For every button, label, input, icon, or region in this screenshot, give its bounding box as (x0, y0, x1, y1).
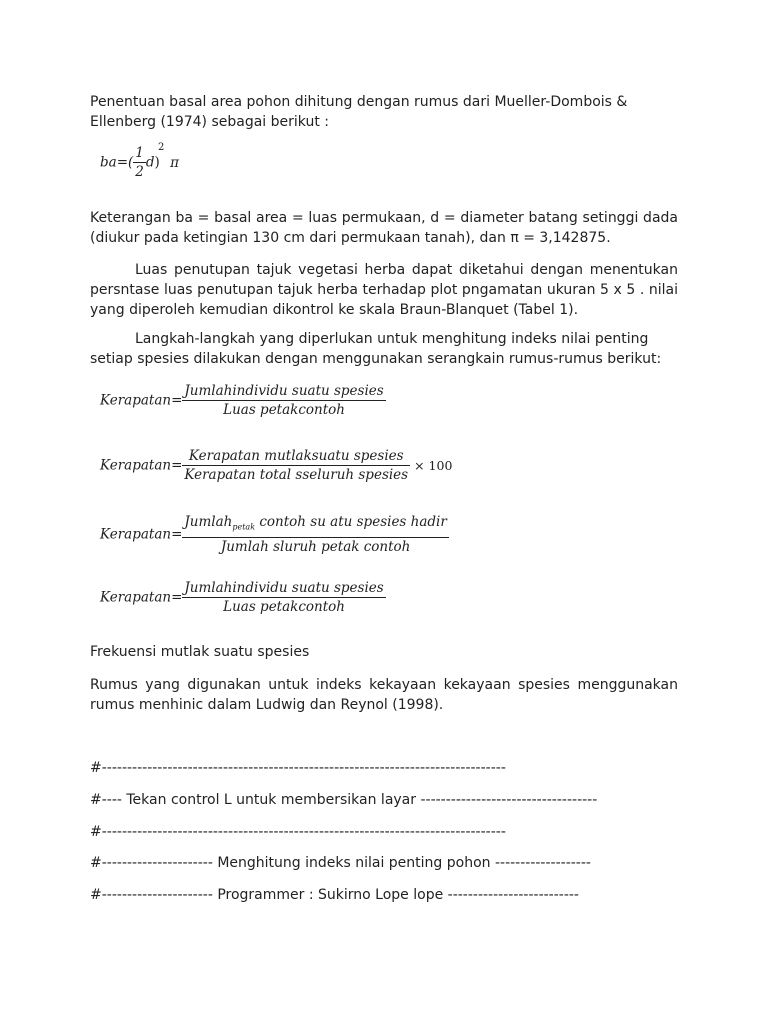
formula-3-denominator: Jumlah sluruh petak contoh (220, 538, 411, 555)
formula-3-numerator (182, 514, 448, 538)
formula-1-numerator: Jumlahindividu suatu spesies (184, 383, 384, 399)
luas-paragraph: Luas penutupan tajuk vegetasi herba dapat diketahui dengan menentukan persntase luas penutupan tajuk herba terhadap plot pngamatan ukuran 5 x 5 . nilai yang diperoleh kemudian dikontrol ke skala Braun-Blanquet (Tabel 1). (90, 262, 678, 318)
formula-2-numerator: Kerapatan mutlaksuatu spesies (182, 448, 410, 466)
formula-1-lhs: Kerapatan= (100, 392, 183, 409)
formula-3-num-pre: Jumlah (184, 514, 233, 530)
formula-basal-area (100, 142, 179, 180)
formula-kerapatan-4 (100, 580, 386, 615)
formula-2-fraction (182, 448, 410, 483)
formula-4-numerator: Jumlahindividu suatu spesies (184, 580, 384, 596)
formula-3-num-post: contoh su atu spesies hadir (255, 514, 447, 530)
formula-4-lhs: Kerapatan= (100, 589, 183, 606)
keterangan-paragraph: Keterangan ba = basal area = luas permukaan, d = diameter batang setinggi dada (diukur pada ketingian 130 cm dari permukaan tanah), dan π = 3,142875. (90, 210, 678, 246)
formula-3-fraction (182, 514, 448, 555)
formula-4-denominator: Luas petakcontoh (223, 599, 345, 615)
formula-ba-lhs: ba=( (100, 154, 134, 171)
formula-3-lhs: Kerapatan= (100, 526, 183, 543)
formula-2-lhs: Kerapatan= (100, 457, 183, 474)
formula-1-denominator: Luas petakcontoh (223, 402, 345, 418)
intro-paragraph: Penentuan basal area pohon dihitung dengan rumus dari Mueller-Dombois & Ellenberg (1974) sebagai berikut : (90, 94, 628, 130)
formula-ba-numerator: 1 (135, 145, 144, 161)
frekuensi-heading: Frekuensi mutlak suatu spesies (90, 644, 310, 660)
code-line-1: #-------------------------------------------------------------------------------- (90, 760, 506, 776)
formula-kerapatan-2 (100, 448, 452, 483)
code-line-2: #---- Tekan control L untuk membersikan layar ----------------------------------- (90, 792, 598, 808)
formula-2-suffix: × 100 (414, 458, 453, 473)
rumus-paragraph: Rumus yang digunakan untuk indeks kekayaan kekayaan spesies menggunakan rumus menhinic dalam Ludwig dan Reynol (1998). (90, 677, 678, 713)
formula-ba-exponent: 2 (158, 142, 165, 153)
formula-2-denominator: Kerapatan total sseluruh spesies (184, 467, 409, 483)
formula-kerapatan-3 (100, 514, 449, 555)
code-line-3: #-------------------------------------------------------------------------------- (90, 824, 506, 840)
formula-3-num-sub: petak (232, 522, 256, 532)
formula-ba-variable: d (145, 154, 155, 171)
formula-ba-close: ) (154, 154, 160, 171)
formula-ba-pi: π (170, 154, 179, 171)
formula-4-fraction (182, 580, 385, 615)
formula-1-fraction (182, 383, 385, 418)
langkah-paragraph: Langkah-langkah yang diperlukan untuk menghitung indeks nilai penting setiap spesies dilakukan dengan menggunakan serangkain rumus-rumus berikut: (90, 331, 662, 367)
code-line-4: #---------------------- Menghitung indeks nilai penting pohon ------------------- (90, 855, 591, 871)
code-line-5: #---------------------- Programmer : Sukirno Lope lope -------------------------- (90, 887, 579, 903)
formula-ba-denominator: 2 (135, 164, 144, 180)
formula-kerapatan-1 (100, 383, 386, 418)
formula-ba-fraction (133, 145, 146, 180)
